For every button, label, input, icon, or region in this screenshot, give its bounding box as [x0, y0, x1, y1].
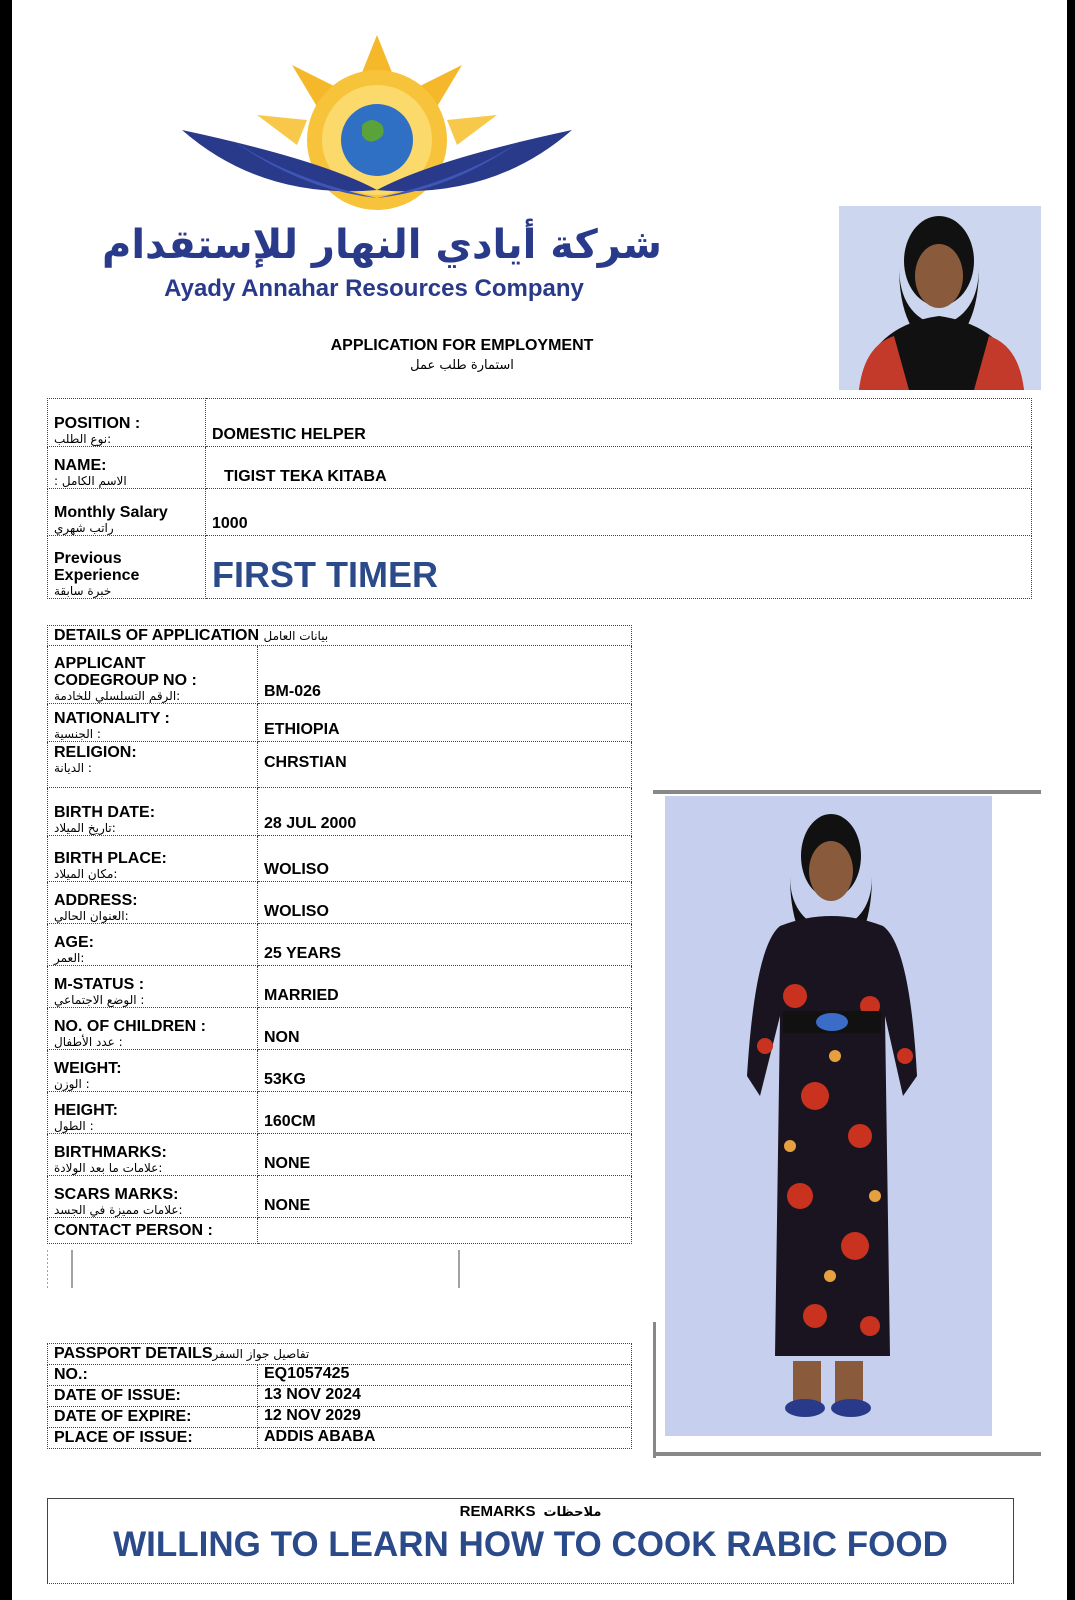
details-header: DETAILS OF APPLICATION: [54, 626, 260, 644]
row-label: SCARS MARKS:: [54, 1186, 179, 1203]
contact-person-label: CONTACT PERSON :: [54, 1222, 213, 1239]
row-label-arabic: :العنوان الحالي: [54, 909, 129, 923]
table-row: [48, 646, 632, 704]
passport-value: 13 NOV 2024: [258, 1386, 632, 1407]
experience-label: Previous Experience: [54, 550, 140, 584]
details-header-row: [48, 626, 632, 646]
table-row: [48, 1218, 632, 1244]
row-value: 160CM: [258, 1092, 632, 1134]
table-row: [48, 1050, 632, 1092]
table-row: [48, 1092, 632, 1134]
row-label: WEIGHT:: [54, 1060, 122, 1077]
passport-label: DATE OF ISSUE:: [48, 1386, 258, 1407]
row-label-arabic: : الوضع الاجتماعي: [54, 993, 145, 1007]
row-label-arabic: :علامات ما بعد الولادة: [54, 1161, 163, 1175]
applicant-portrait-photo: [839, 206, 1041, 390]
table-row: [48, 1386, 632, 1407]
summary-table: [47, 398, 1032, 599]
row-label-arabic: : الطول: [54, 1119, 94, 1133]
table-row: [48, 1134, 632, 1176]
row-value: NONE: [258, 1176, 632, 1218]
table-row: [48, 966, 632, 1008]
row-value: 25 YEARS: [258, 924, 632, 966]
row-value: MARRIED: [258, 966, 632, 1008]
position-value: DOMESTIC HELPER: [206, 399, 1032, 447]
contact-person-box: [47, 1250, 632, 1290]
row-value: WOLISO: [258, 836, 632, 882]
passport-value: ADDIS ABABA: [258, 1428, 632, 1449]
row-value: NONE: [258, 1134, 632, 1176]
table-row: [48, 1008, 632, 1050]
table-row: [48, 1407, 632, 1428]
details-table: [47, 625, 632, 1244]
company-logo: [172, 30, 582, 220]
table-row: [48, 447, 1032, 489]
table-row: [48, 489, 1032, 536]
row-label: RELIGION:: [54, 744, 137, 761]
row-value: CHRSTIAN: [258, 742, 632, 788]
passport-value: EQ1057425: [258, 1365, 632, 1386]
photo-frame-bottom: [653, 1452, 1041, 1456]
row-label-arabic: :علامات مميزة في الجسد: [54, 1203, 183, 1217]
row-label: ADDRESS:: [54, 892, 138, 909]
table-row: [48, 704, 632, 742]
passport-header-row: [48, 1344, 632, 1365]
passport-header-arabic: تفاصيل جواز السفر: [212, 1347, 310, 1361]
company-name-arabic: شركة أيادي النهار للإستقدام: [102, 222, 662, 268]
passport-label: PLACE OF ISSUE:: [48, 1428, 258, 1449]
row-value: BM-026: [258, 646, 632, 704]
name-label-arabic: الاسم الكامل :: [54, 474, 127, 488]
row-value: 28 JUL 2000: [258, 788, 632, 836]
remarks-box: [47, 1498, 1014, 1584]
details-header-arabic: بيانات العامل: [263, 628, 329, 643]
form-title-arabic: استمارة طلب عمل: [410, 358, 514, 373]
remarks-label: REMARKS: [459, 1503, 536, 1520]
photo-frame-left: [653, 1322, 656, 1458]
row-label: BIRTH PLACE:: [54, 850, 167, 867]
remarks-text: WILLING TO LEARN HOW TO COOK RABIC FOOD: [113, 1525, 948, 1564]
contact-person-value: [258, 1218, 632, 1244]
row-label-arabic: :مكان الميلاد: [54, 867, 118, 881]
salary-label-arabic: راتب شهري: [54, 521, 114, 535]
name-value: TIGIST TEKA KITABA: [206, 447, 1032, 489]
row-label: M-STATUS :: [54, 976, 145, 993]
table-row: [48, 924, 632, 966]
row-value: WOLISO: [258, 882, 632, 924]
table-row: [48, 788, 632, 836]
passport-value: 12 NOV 2029: [258, 1407, 632, 1428]
experience-label-arabic: خبرة سابقة: [54, 584, 112, 598]
row-label: APPLICANT CODEGROUP NO :: [54, 655, 197, 689]
table-row: [48, 536, 1032, 599]
table-row: [48, 836, 632, 882]
table-row: [48, 1176, 632, 1218]
salary-value: 1000: [206, 489, 1032, 536]
row-label-arabic: :العمر: [54, 951, 85, 965]
row-label: AGE:: [54, 934, 94, 951]
table-row: [48, 1428, 632, 1449]
row-label-arabic: : عدد الأطفال: [54, 1035, 123, 1049]
applicant-full-body-photo: [665, 796, 992, 1436]
row-label-arabic: : الوزن: [54, 1077, 90, 1091]
position-label-arabic: :نوع الطلب: [54, 432, 112, 446]
row-label: BIRTHMARKS:: [54, 1144, 167, 1161]
row-value: ETHIOPIA: [258, 704, 632, 742]
row-label-arabic: : الديانة: [54, 761, 92, 775]
salary-label: Monthly Salary: [54, 504, 168, 521]
passport-label: DATE OF EXPIRE:: [48, 1407, 258, 1428]
row-value: 53KG: [258, 1050, 632, 1092]
passport-table: [47, 1343, 632, 1449]
table-row: [48, 742, 632, 788]
row-label: BIRTH DATE:: [54, 804, 156, 821]
passport-label: NO.:: [48, 1365, 258, 1386]
name-label: NAME:: [54, 457, 107, 474]
table-row: [48, 882, 632, 924]
passport-header: PASSPORT DETAILS: [54, 1345, 213, 1362]
photo-frame-top: [653, 790, 1041, 794]
row-value: NON: [258, 1008, 632, 1050]
application-page: [12, 0, 1067, 1600]
remarks-label-arabic: ملاحظات: [543, 1505, 602, 1520]
row-label: HEIGHT:: [54, 1102, 118, 1119]
row-label: NO. OF CHILDREN :: [54, 1018, 206, 1035]
position-label: POSITION :: [54, 415, 141, 432]
table-row: [48, 1365, 632, 1386]
row-label-arabic: :الرقم التسلسلي للخادمة: [54, 689, 181, 703]
row-label: NATIONALITY :: [54, 710, 170, 727]
row-label-arabic: :تاريخ الميلاد: [54, 821, 116, 835]
company-name-english: Ayady Annahar Resources Company: [164, 275, 584, 302]
table-row: [48, 399, 1032, 447]
form-title: APPLICATION FOR EMPLOYMENT: [330, 337, 594, 354]
experience-value: FIRST TIMER: [206, 536, 1032, 599]
row-label-arabic: : الجنسية: [54, 727, 101, 741]
